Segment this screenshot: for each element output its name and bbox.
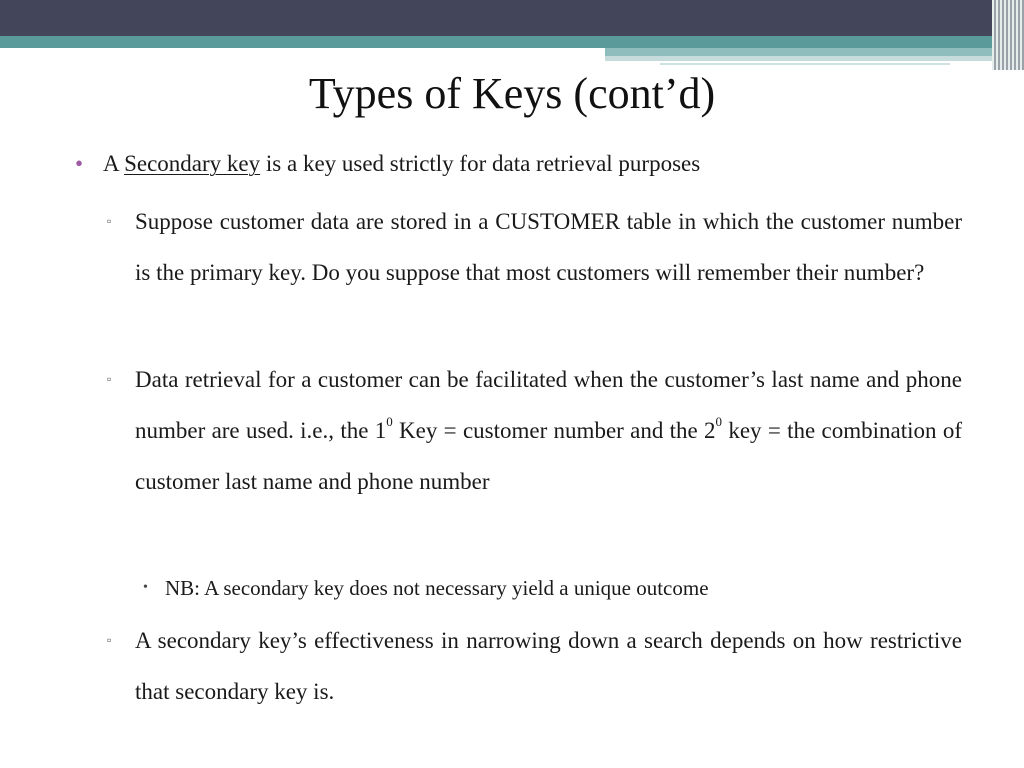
square-bullet-icon: ▫ — [107, 214, 112, 228]
note-bullet — [143, 570, 965, 606]
small-dot-icon: • — [143, 580, 148, 595]
sub-bullet-text: Suppose customer data are stored in a CUSTOMER table in which the customer number is the primary key. Do you suppose that most customers will remember their number? — [135, 209, 962, 285]
sub-bullet-effectiveness — [107, 615, 962, 717]
bullet-secondary-key — [75, 146, 983, 182]
sub-bullet-data-retrieval — [107, 354, 962, 507]
superscript: 0 — [715, 414, 723, 430]
sub-bullet-text-part1: Data retrieval for a customer can be facilitated when the customer’s last name and phone number are used. i.e., the 1 — [135, 367, 962, 443]
bullet-text: is a key used strictly for data retrieval purposes — [260, 151, 701, 176]
sub-bullet-text: A secondary key’s effectiveness in narrowing down a search depends on how restrictive that secondary key is. — [135, 628, 962, 704]
square-bullet-icon: ▫ — [107, 633, 112, 647]
superscript: 0 — [386, 414, 393, 430]
sub-bullet-text-part3: key = the combination of customer last name and phone number — [135, 418, 962, 494]
bullet-dot-icon: • — [75, 151, 84, 176]
note-text: NB: A secondary key does not necessary yield a unique outcome — [165, 576, 709, 600]
square-bullet-icon: ▫ — [107, 372, 112, 386]
secondary-key-term: Secondary key — [124, 151, 261, 176]
slide-title: Types of Keys (cont’d) — [308, 69, 716, 118]
sub-bullet-customer-table — [107, 196, 962, 298]
bullet-prefix: A — [103, 151, 125, 176]
sub-bullet-text-part2: Key = customer number and the 2 — [392, 418, 716, 443]
